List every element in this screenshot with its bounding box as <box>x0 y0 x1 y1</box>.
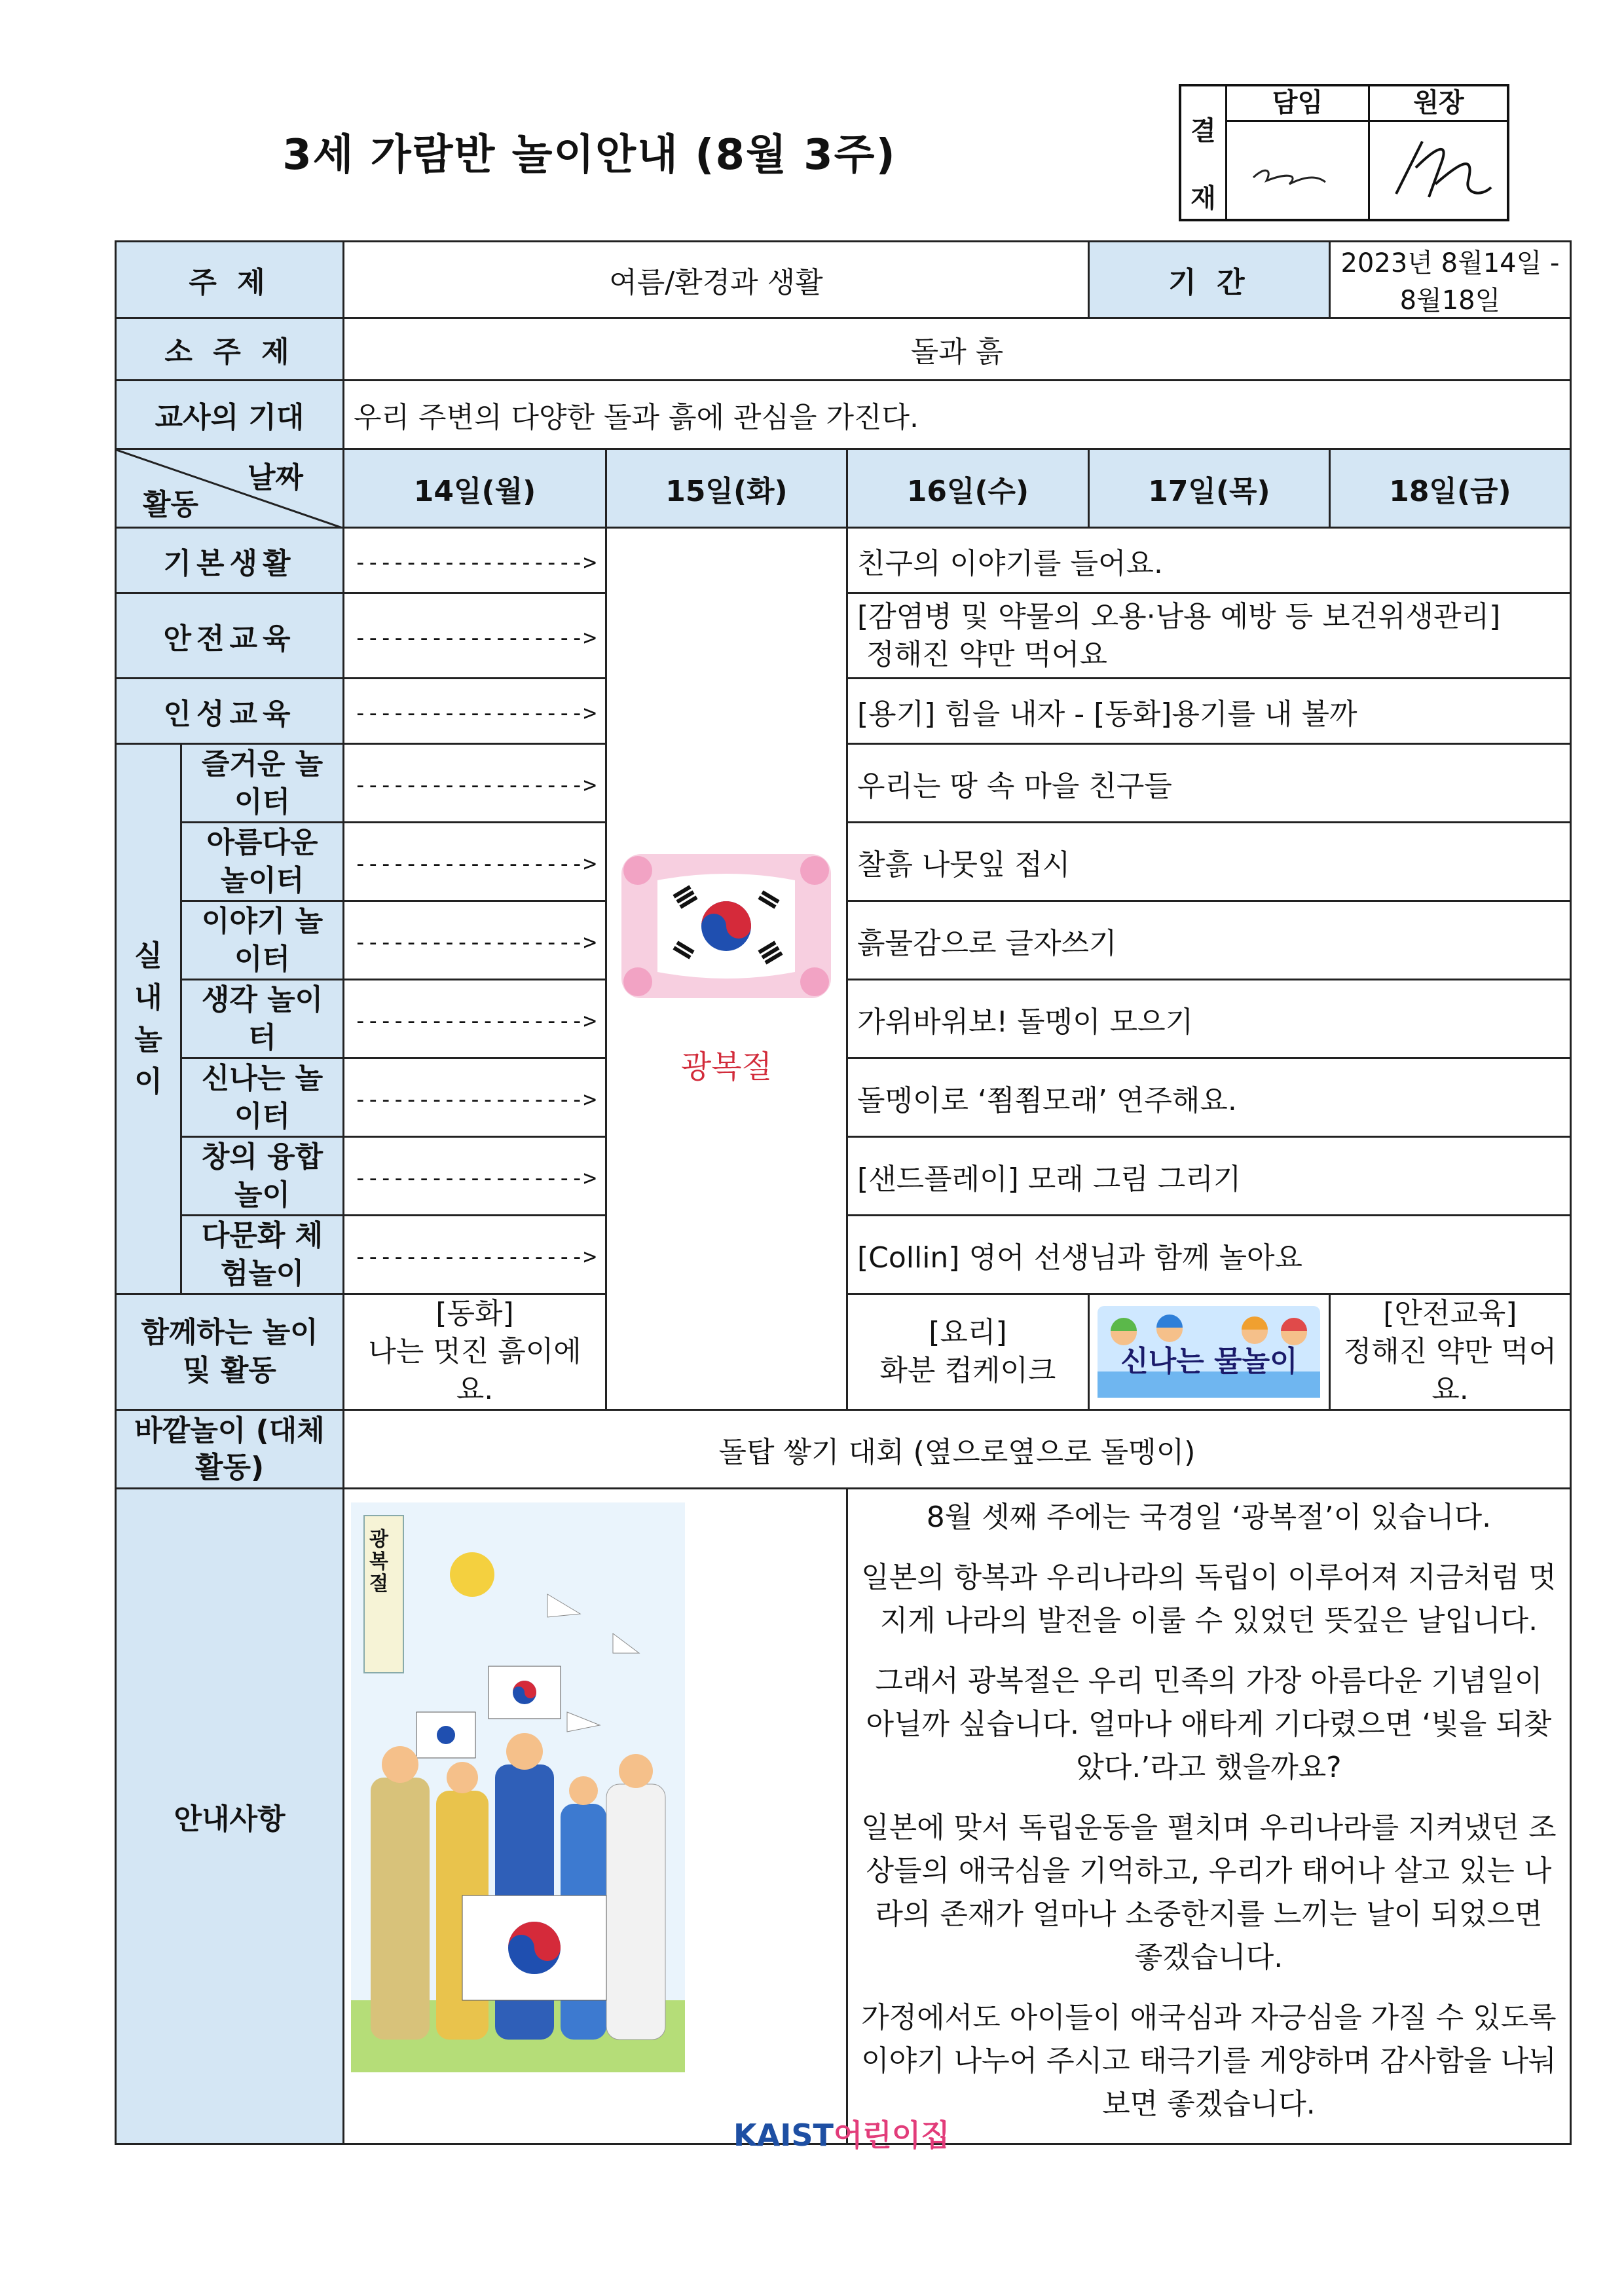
approval-side-label: 결 재 <box>1181 86 1227 219</box>
approval-sign-director <box>1370 122 1507 219</box>
character-edu-label: 인성교육 <box>116 679 344 744</box>
continue-arrow: ------------------> <box>354 1008 596 1034</box>
liberation-day-illustration <box>351 1502 685 2072</box>
together-wed: [요리] 화분 컵케이크 <box>847 1294 1088 1410</box>
continue-arrow: ------------------> <box>354 772 596 798</box>
indoor-label-2: 아름다운 놀이터 <box>181 823 344 901</box>
continue-arrow: ------------------> <box>354 1244 596 1270</box>
together-thu <box>1088 1294 1329 1410</box>
continue-arrow: ------------------> <box>354 700 596 726</box>
poster-label: 광복절 <box>369 1528 388 1595</box>
notice-paragraph: 가정에서도 아이들이 애국심과 자긍심을 가질 수 있도록 이야기 나누어 주시고 태극기를 게양하며 감사함을 나눠보면 좋겠습니다. <box>861 2001 1557 2121</box>
water-play-banner: 신나는 물놀이 <box>1098 1306 1320 1398</box>
indoor-play-label: 실내놀이 <box>116 744 181 1294</box>
notice-illustration-cell <box>344 1489 847 2144</box>
together-label: 함께하는 놀이 및 활동 <box>116 1294 344 1410</box>
basic-life-label: 기본생활 <box>116 528 344 593</box>
holiday-cell <box>606 528 847 1410</box>
approval-box <box>1179 84 1509 221</box>
indoor-label-3: 이야기 놀이터 <box>181 901 344 980</box>
day-activity-corner: 날짜 활동 <box>116 449 344 528</box>
theme-value: 여름/환경과 생활 <box>344 242 1089 318</box>
day-header-wed: 16일(수) <box>847 449 1088 528</box>
basic-life-text: 친구의 이야기를 들어요. <box>847 528 1570 593</box>
approval-sign-staff <box>1227 122 1370 219</box>
continue-arrow: ------------------> <box>354 851 596 877</box>
taegukgi-flag-icon <box>618 851 834 1001</box>
notice-paragraph: 일본의 항복과 우리나라의 독립이 이루어져 지금처럼 멋지게 나라의 발전을 이룰 수 있었던 뜻깊은 날입니다. <box>861 1561 1557 1637</box>
indoor-text-1: 우리는 땅 속 마을 친구들 <box>847 744 1570 823</box>
indoor-text-6: [샌드플레이] 모래 그림 그리기 <box>847 1137 1570 1216</box>
character-edu-text: [용기] 힘을 내자 - [동화]용기를 내 볼까 <box>847 679 1570 744</box>
indoor-label-6: 창의 융합 놀이 <box>181 1137 344 1216</box>
teacher-expect-label: 교사의 기대 <box>116 381 344 449</box>
indoor-text-4: 가위바위보! 돌멩이 모으기 <box>847 980 1570 1058</box>
approval-col-staff: 담임 <box>1227 86 1370 122</box>
theme-label: 주 제 <box>116 242 344 318</box>
period-value: 2023년 8월14일 - 8월18일 <box>1329 242 1570 318</box>
page-title: 3세 가람반 놀이안내 (8월 3주) <box>282 131 896 179</box>
notice-paragraph: 그래서 광복절은 우리 민족의 가장 아름다운 기념일이 아닐까 싶습니다. 얼마나 애타게 기다렸으면 ‘빛을 되찾았다.’라고 했을까요? <box>866 1664 1552 1784</box>
approval-col-director: 원장 <box>1370 86 1507 122</box>
subtheme-label: 소 주 제 <box>116 318 344 381</box>
outdoor-text: 돌탑 쌓기 대회 (옆으로옆으로 돌멩이) <box>344 1410 1571 1489</box>
notice-paragraph: 일본에 맞서 독립운동을 펼치며 우리나라를 지켜냈던 조상들의 애국심을 기억하고, 우리가 태어나 살고 있는 나라의 존재가 얼마나 소중한지를 느끼는 날이 되었으면 좋겠습니다. <box>861 1811 1557 1974</box>
day-header-fri: 18일(금) <box>1329 449 1570 528</box>
notice-label: 안내사항 <box>116 1489 344 2144</box>
subtheme-value: 돌과 흙 <box>344 318 1571 381</box>
continue-arrow: ------------------> <box>354 1165 596 1191</box>
kaist-logo: KAIST어린이집 <box>733 2118 950 2153</box>
continue-arrow: ------------------> <box>354 929 596 956</box>
indoor-label-7: 다문화 체험놀이 <box>181 1216 344 1294</box>
indoor-text-5: 돌멩이로 ‘쬠쬠모래’ 연주해요. <box>847 1058 1570 1137</box>
day-header-tue: 15일(화) <box>606 449 847 528</box>
together-mon: [동화] 나는 멋진 흙이에요. <box>344 1294 606 1410</box>
teacher-expect-value: 우리 주변의 다양한 돌과 흙에 관심을 가진다. <box>344 381 1571 449</box>
signature-staff <box>1227 122 1358 214</box>
indoor-text-7: [Collin] 영어 선생님과 함께 놀아요 <box>847 1216 1570 1294</box>
continue-arrow: ------------------> <box>354 625 596 651</box>
people-waving-flags-icon <box>351 1502 685 2072</box>
period-label: 기 간 <box>1088 242 1329 318</box>
continue-arrow: ------------------> <box>354 1087 596 1113</box>
safety-edu-label: 안전교육 <box>116 593 344 679</box>
safety-edu-text: [감염병 및 약물의 오용·남용 예방 등 보건위생관리] 정해진 약만 먹어요 <box>847 593 1570 679</box>
holiday-label: 광복절 <box>680 1049 772 1085</box>
day-header-mon: 14일(월) <box>344 449 606 528</box>
indoor-text-2: 찰흙 나뭇잎 접시 <box>847 823 1570 901</box>
together-fri: [안전교육] 정해진 약만 먹어요. <box>1329 1294 1570 1410</box>
outdoor-label: 바깥놀이 (대체활동) <box>116 1410 344 1489</box>
day-header-thu: 17일(목) <box>1088 449 1329 528</box>
notice-paragraph: 8월 셋째 주에는 국경일 ‘광복절’이 있습니다. <box>926 1501 1492 1534</box>
notice-text <box>847 1489 1570 2144</box>
indoor-label-4: 생각 놀이터 <box>181 980 344 1058</box>
indoor-label-1: 즐거운 놀이터 <box>181 744 344 823</box>
indoor-label-5: 신나는 놀이터 <box>181 1058 344 1137</box>
indoor-text-3: 흙물감으로 글자쓰기 <box>847 901 1570 980</box>
continue-arrow: ------------------> <box>354 550 596 576</box>
plan-table <box>115 240 1572 2145</box>
signature-director <box>1370 122 1501 214</box>
